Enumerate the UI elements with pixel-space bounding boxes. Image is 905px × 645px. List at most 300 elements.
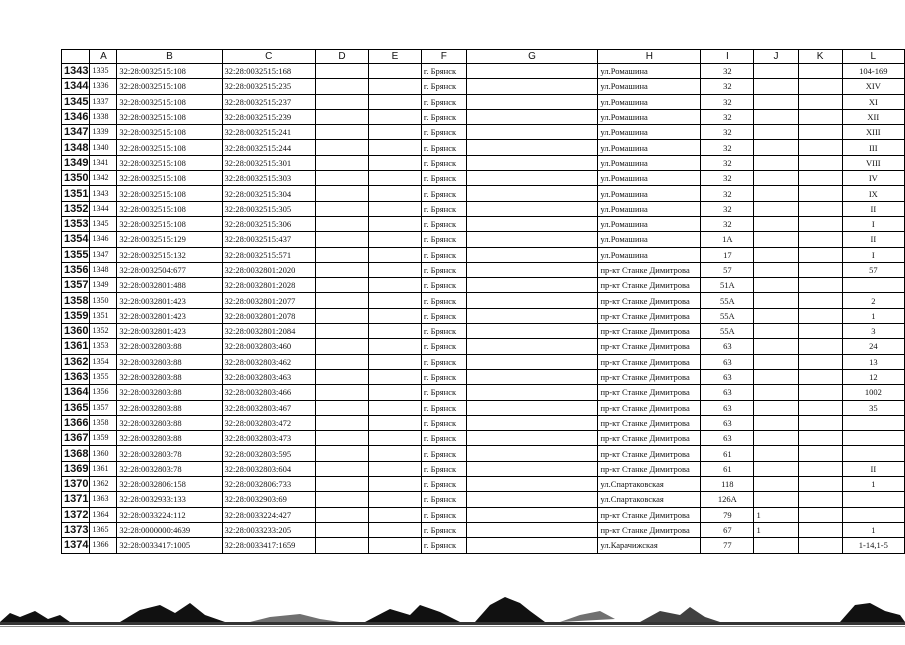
- cell-g[interactable]: [466, 262, 598, 277]
- cell-k[interactable]: [798, 324, 842, 339]
- cell-j[interactable]: [754, 477, 798, 492]
- cell-f[interactable]: г. Брянск: [421, 461, 466, 476]
- cell-d[interactable]: [316, 324, 369, 339]
- cell-f[interactable]: г. Брянск: [421, 324, 466, 339]
- cell-b[interactable]: 32:28:0032515:108: [117, 155, 222, 170]
- cell-h[interactable]: пр-кт Станке Димитрова: [598, 507, 701, 522]
- cell-l[interactable]: XI: [842, 94, 904, 109]
- cell-l[interactable]: 35: [842, 400, 904, 415]
- cell-c[interactable]: 32:28:0032515:237: [222, 94, 316, 109]
- cell-e[interactable]: [368, 446, 421, 461]
- cell-b[interactable]: 32:28:0032515:108: [117, 94, 222, 109]
- cell-a[interactable]: 1354: [90, 354, 117, 369]
- cell-j[interactable]: [754, 324, 798, 339]
- row-number[interactable]: 1363: [62, 369, 90, 384]
- cell-c[interactable]: 32:28:0032801:2084: [222, 324, 316, 339]
- cell-f[interactable]: г. Брянск: [421, 308, 466, 323]
- row-number[interactable]: 1346: [62, 109, 90, 124]
- cell-j[interactable]: [754, 247, 798, 262]
- cell-e[interactable]: [368, 400, 421, 415]
- cell-g[interactable]: [466, 201, 598, 216]
- cell-i[interactable]: 1А: [701, 232, 754, 247]
- cell-h[interactable]: ул.Ромашина: [598, 247, 701, 262]
- cell-h[interactable]: ул.Ромашина: [598, 79, 701, 94]
- cell-b[interactable]: 32:28:0032515:132: [117, 247, 222, 262]
- cell-b[interactable]: 32:28:0032515:108: [117, 216, 222, 231]
- cell-e[interactable]: [368, 232, 421, 247]
- cell-i[interactable]: 63: [701, 415, 754, 430]
- cell-l[interactable]: 3: [842, 324, 904, 339]
- cell-k[interactable]: [798, 64, 842, 79]
- cell-h[interactable]: пр-кт Станке Димитрова: [598, 278, 701, 293]
- cell-h[interactable]: пр-кт Станке Димитрова: [598, 522, 701, 537]
- cell-b[interactable]: 32:28:0032803:78: [117, 446, 222, 461]
- cell-h[interactable]: пр-кт Станке Димитрова: [598, 262, 701, 277]
- cell-l[interactable]: 13: [842, 354, 904, 369]
- cell-a[interactable]: 1342: [90, 171, 117, 186]
- cell-i[interactable]: 32: [701, 109, 754, 124]
- cell-c[interactable]: 32:28:0032803:473: [222, 431, 316, 446]
- cell-l[interactable]: VIII: [842, 155, 904, 170]
- cell-l[interactable]: 1-14,1-5: [842, 538, 904, 553]
- cell-c[interactable]: 32:28:0032803:462: [222, 354, 316, 369]
- cell-l[interactable]: II: [842, 232, 904, 247]
- cell-b[interactable]: 32:28:0032515:108: [117, 125, 222, 140]
- cell-g[interactable]: [466, 324, 598, 339]
- cell-a[interactable]: 1361: [90, 461, 117, 476]
- cell-b[interactable]: 32:28:0032803:88: [117, 400, 222, 415]
- cell-j[interactable]: 1: [754, 522, 798, 537]
- cell-a[interactable]: 1349: [90, 278, 117, 293]
- cell-h[interactable]: ул.Ромашина: [598, 171, 701, 186]
- cell-l[interactable]: [842, 446, 904, 461]
- cell-e[interactable]: [368, 369, 421, 384]
- row-number[interactable]: 1361: [62, 339, 90, 354]
- cell-j[interactable]: [754, 369, 798, 384]
- cell-j[interactable]: [754, 431, 798, 446]
- cell-j[interactable]: [754, 415, 798, 430]
- cell-c[interactable]: 32:28:0032801:2078: [222, 308, 316, 323]
- cell-j[interactable]: [754, 79, 798, 94]
- cell-g[interactable]: [466, 247, 598, 262]
- cell-e[interactable]: [368, 186, 421, 201]
- cell-e[interactable]: [368, 278, 421, 293]
- cell-i[interactable]: 63: [701, 354, 754, 369]
- cell-k[interactable]: [798, 155, 842, 170]
- cell-g[interactable]: [466, 369, 598, 384]
- cell-e[interactable]: [368, 507, 421, 522]
- cell-h[interactable]: ул.Ромашина: [598, 232, 701, 247]
- cell-g[interactable]: [466, 446, 598, 461]
- cell-e[interactable]: [368, 140, 421, 155]
- cell-g[interactable]: [466, 278, 598, 293]
- cell-j[interactable]: [754, 278, 798, 293]
- cell-a[interactable]: 1346: [90, 232, 117, 247]
- cell-b[interactable]: 32:28:0032515:108: [117, 64, 222, 79]
- cell-g[interactable]: [466, 461, 598, 476]
- row-number[interactable]: 1347: [62, 125, 90, 140]
- cell-d[interactable]: [316, 308, 369, 323]
- cell-l[interactable]: 1: [842, 477, 904, 492]
- cell-i[interactable]: 55А: [701, 324, 754, 339]
- cell-b[interactable]: 32:28:0032515:129: [117, 232, 222, 247]
- cell-j[interactable]: [754, 140, 798, 155]
- cell-c[interactable]: 32:28:0032515:244: [222, 140, 316, 155]
- cell-j[interactable]: [754, 308, 798, 323]
- cell-d[interactable]: [316, 400, 369, 415]
- cell-e[interactable]: [368, 431, 421, 446]
- cell-a[interactable]: 1355: [90, 369, 117, 384]
- cell-j[interactable]: 1: [754, 507, 798, 522]
- cell-i[interactable]: 32: [701, 216, 754, 231]
- cell-k[interactable]: [798, 232, 842, 247]
- cell-a[interactable]: 1343: [90, 186, 117, 201]
- cell-d[interactable]: [316, 522, 369, 537]
- cell-a[interactable]: 1362: [90, 477, 117, 492]
- cell-k[interactable]: [798, 109, 842, 124]
- cell-k[interactable]: [798, 461, 842, 476]
- cell-a[interactable]: 1365: [90, 522, 117, 537]
- cell-k[interactable]: [798, 354, 842, 369]
- cell-a[interactable]: 1341: [90, 155, 117, 170]
- cell-f[interactable]: г. Брянск: [421, 369, 466, 384]
- cell-c[interactable]: 32:28:0032515:304: [222, 186, 316, 201]
- cell-f[interactable]: г. Брянск: [421, 171, 466, 186]
- cell-j[interactable]: [754, 201, 798, 216]
- cell-f[interactable]: г. Брянск: [421, 262, 466, 277]
- cell-h[interactable]: пр-кт Станке Димитрова: [598, 431, 701, 446]
- row-number[interactable]: 1373: [62, 522, 90, 537]
- cell-f[interactable]: г. Брянск: [421, 400, 466, 415]
- cell-a[interactable]: 1357: [90, 400, 117, 415]
- cell-b[interactable]: 32:28:0032801:423: [117, 324, 222, 339]
- cell-i[interactable]: 57: [701, 262, 754, 277]
- row-number[interactable]: 1365: [62, 400, 90, 415]
- cell-a[interactable]: 1363: [90, 492, 117, 507]
- cell-j[interactable]: [754, 446, 798, 461]
- cell-c[interactable]: 32:28:0032801:2077: [222, 293, 316, 308]
- cell-c[interactable]: 32:28:0032515:168: [222, 64, 316, 79]
- cell-i[interactable]: 67: [701, 522, 754, 537]
- cell-h[interactable]: ул.Ромашина: [598, 94, 701, 109]
- cell-j[interactable]: [754, 94, 798, 109]
- cell-k[interactable]: [798, 247, 842, 262]
- cell-l[interactable]: [842, 431, 904, 446]
- cell-b[interactable]: 32:28:0032933:133: [117, 492, 222, 507]
- cell-g[interactable]: [466, 79, 598, 94]
- cell-h[interactable]: ул.Ромашина: [598, 201, 701, 216]
- cell-k[interactable]: [798, 477, 842, 492]
- cell-b[interactable]: 32:28:0032801:423: [117, 308, 222, 323]
- cell-j[interactable]: [754, 216, 798, 231]
- row-number[interactable]: 1348: [62, 140, 90, 155]
- cell-b[interactable]: 32:28:0032515:108: [117, 140, 222, 155]
- cell-k[interactable]: [798, 186, 842, 201]
- cell-h[interactable]: ул.Ромашина: [598, 216, 701, 231]
- cell-l[interactable]: XIV: [842, 79, 904, 94]
- cell-k[interactable]: [798, 201, 842, 216]
- row-number[interactable]: 1364: [62, 385, 90, 400]
- cell-f[interactable]: г. Брянск: [421, 538, 466, 553]
- cell-d[interactable]: [316, 79, 369, 94]
- cell-l[interactable]: IV: [842, 171, 904, 186]
- cell-b[interactable]: 32:28:0032515:108: [117, 109, 222, 124]
- cell-h[interactable]: ул.Ромашина: [598, 186, 701, 201]
- cell-b[interactable]: 32:28:0032504:677: [117, 262, 222, 277]
- cell-g[interactable]: [466, 94, 598, 109]
- cell-h[interactable]: пр-кт Станке Димитрова: [598, 369, 701, 384]
- row-number[interactable]: 1372: [62, 507, 90, 522]
- cell-d[interactable]: [316, 293, 369, 308]
- cell-g[interactable]: [466, 64, 598, 79]
- cell-i[interactable]: 63: [701, 400, 754, 415]
- row-number[interactable]: 1356: [62, 262, 90, 277]
- cell-j[interactable]: [754, 293, 798, 308]
- cell-b[interactable]: 32:28:0032515:108: [117, 186, 222, 201]
- cell-i[interactable]: 63: [701, 339, 754, 354]
- cell-h[interactable]: пр-кт Станке Димитрова: [598, 461, 701, 476]
- cell-d[interactable]: [316, 140, 369, 155]
- cell-c[interactable]: 32:28:0032803:460: [222, 339, 316, 354]
- cell-e[interactable]: [368, 339, 421, 354]
- cell-i[interactable]: 61: [701, 446, 754, 461]
- cell-k[interactable]: [798, 140, 842, 155]
- cell-c[interactable]: 32:28:0032515:239: [222, 109, 316, 124]
- cell-j[interactable]: [754, 171, 798, 186]
- cell-e[interactable]: [368, 201, 421, 216]
- cell-g[interactable]: [466, 293, 598, 308]
- cell-k[interactable]: [798, 538, 842, 553]
- cell-d[interactable]: [316, 64, 369, 79]
- cell-k[interactable]: [798, 522, 842, 537]
- cell-g[interactable]: [466, 140, 598, 155]
- cell-d[interactable]: [316, 232, 369, 247]
- row-number[interactable]: 1367: [62, 431, 90, 446]
- cell-c[interactable]: 32:28:0033233:205: [222, 522, 316, 537]
- column-header[interactable]: A: [90, 50, 117, 64]
- cell-e[interactable]: [368, 461, 421, 476]
- cell-a[interactable]: 1353: [90, 339, 117, 354]
- cell-k[interactable]: [798, 400, 842, 415]
- cell-l[interactable]: [842, 492, 904, 507]
- cell-k[interactable]: [798, 278, 842, 293]
- cell-k[interactable]: [798, 507, 842, 522]
- cell-l[interactable]: 1: [842, 522, 904, 537]
- row-number[interactable]: 1354: [62, 232, 90, 247]
- cell-e[interactable]: [368, 94, 421, 109]
- column-header[interactable]: G: [466, 50, 598, 64]
- cell-d[interactable]: [316, 339, 369, 354]
- cell-k[interactable]: [798, 385, 842, 400]
- cell-d[interactable]: [316, 262, 369, 277]
- cell-a[interactable]: 1351: [90, 308, 117, 323]
- cell-i[interactable]: 32: [701, 94, 754, 109]
- cell-c[interactable]: 32:28:0032515:241: [222, 125, 316, 140]
- cell-f[interactable]: г. Брянск: [421, 140, 466, 155]
- cell-e[interactable]: [368, 262, 421, 277]
- cell-d[interactable]: [316, 369, 369, 384]
- row-number[interactable]: 1349: [62, 155, 90, 170]
- cell-a[interactable]: 1337: [90, 94, 117, 109]
- cell-b[interactable]: 32:28:0000000:4639: [117, 522, 222, 537]
- cell-l[interactable]: 24: [842, 339, 904, 354]
- cell-f[interactable]: г. Брянск: [421, 415, 466, 430]
- column-header[interactable]: F: [421, 50, 466, 64]
- cell-k[interactable]: [798, 94, 842, 109]
- row-number[interactable]: 1350: [62, 171, 90, 186]
- cell-a[interactable]: 1347: [90, 247, 117, 262]
- cell-l[interactable]: [842, 415, 904, 430]
- cell-f[interactable]: г. Брянск: [421, 446, 466, 461]
- cell-i[interactable]: 17: [701, 247, 754, 262]
- cell-f[interactable]: г. Брянск: [421, 507, 466, 522]
- cell-f[interactable]: г. Брянск: [421, 339, 466, 354]
- cell-l[interactable]: 1002: [842, 385, 904, 400]
- row-number[interactable]: 1345: [62, 94, 90, 109]
- cell-g[interactable]: [466, 155, 598, 170]
- cell-h[interactable]: ул.Ромашина: [598, 140, 701, 155]
- cell-e[interactable]: [368, 415, 421, 430]
- cell-d[interactable]: [316, 431, 369, 446]
- cell-k[interactable]: [798, 293, 842, 308]
- cell-i[interactable]: 55А: [701, 293, 754, 308]
- cell-d[interactable]: [316, 415, 369, 430]
- row-number[interactable]: 1353: [62, 216, 90, 231]
- cell-c[interactable]: 32:28:0032801:2028: [222, 278, 316, 293]
- cell-d[interactable]: [316, 94, 369, 109]
- cell-i[interactable]: 32: [701, 171, 754, 186]
- cell-e[interactable]: [368, 79, 421, 94]
- cell-d[interactable]: [316, 186, 369, 201]
- cell-d[interactable]: [316, 492, 369, 507]
- cell-f[interactable]: г. Брянск: [421, 247, 466, 262]
- cell-k[interactable]: [798, 125, 842, 140]
- cell-j[interactable]: [754, 109, 798, 124]
- cell-h[interactable]: ул.Карачижская: [598, 538, 701, 553]
- cell-g[interactable]: [466, 216, 598, 231]
- cell-b[interactable]: 32:28:0032515:108: [117, 201, 222, 216]
- cell-f[interactable]: г. Брянск: [421, 186, 466, 201]
- cell-g[interactable]: [466, 415, 598, 430]
- cell-b[interactable]: 32:28:0032803:88: [117, 339, 222, 354]
- cell-a[interactable]: 1360: [90, 446, 117, 461]
- cell-c[interactable]: 32:28:0032803:463: [222, 369, 316, 384]
- cell-a[interactable]: 1359: [90, 431, 117, 446]
- column-header[interactable]: K: [798, 50, 842, 64]
- cell-i[interactable]: 32: [701, 125, 754, 140]
- cell-h[interactable]: пр-кт Станке Димитрова: [598, 415, 701, 430]
- cell-c[interactable]: 32:28:0032515:437: [222, 232, 316, 247]
- cell-h[interactable]: ул.Спартаковская: [598, 477, 701, 492]
- cell-d[interactable]: [316, 477, 369, 492]
- cell-l[interactable]: 2: [842, 293, 904, 308]
- cell-h[interactable]: ул.Ромашина: [598, 125, 701, 140]
- cell-i[interactable]: 32: [701, 64, 754, 79]
- cell-f[interactable]: г. Брянск: [421, 201, 466, 216]
- cell-l[interactable]: I: [842, 247, 904, 262]
- cell-c[interactable]: 32:28:0032803:467: [222, 400, 316, 415]
- cell-g[interactable]: [466, 109, 598, 124]
- cell-d[interactable]: [316, 278, 369, 293]
- cell-e[interactable]: [368, 538, 421, 553]
- cell-f[interactable]: г. Брянск: [421, 94, 466, 109]
- cell-i[interactable]: 55А: [701, 308, 754, 323]
- cell-l[interactable]: 12: [842, 369, 904, 384]
- cell-b[interactable]: 32:28:0032803:88: [117, 431, 222, 446]
- cell-g[interactable]: [466, 538, 598, 553]
- cell-l[interactable]: IX: [842, 186, 904, 201]
- column-header[interactable]: L: [842, 50, 904, 64]
- cell-c[interactable]: 32:28:0032903:69: [222, 492, 316, 507]
- cell-a[interactable]: 1345: [90, 216, 117, 231]
- cell-e[interactable]: [368, 492, 421, 507]
- column-header[interactable]: H: [598, 50, 701, 64]
- cell-k[interactable]: [798, 446, 842, 461]
- cell-g[interactable]: [466, 186, 598, 201]
- row-number[interactable]: 1360: [62, 324, 90, 339]
- cell-f[interactable]: г. Брянск: [421, 155, 466, 170]
- cell-j[interactable]: [754, 538, 798, 553]
- cell-j[interactable]: [754, 339, 798, 354]
- cell-k[interactable]: [798, 262, 842, 277]
- cell-g[interactable]: [466, 339, 598, 354]
- cell-e[interactable]: [368, 216, 421, 231]
- cell-b[interactable]: 32:28:0033417:1005: [117, 538, 222, 553]
- cell-h[interactable]: пр-кт Станке Димитрова: [598, 339, 701, 354]
- cell-d[interactable]: [316, 125, 369, 140]
- cell-j[interactable]: [754, 492, 798, 507]
- cell-d[interactable]: [316, 446, 369, 461]
- cell-d[interactable]: [316, 538, 369, 553]
- cell-j[interactable]: [754, 354, 798, 369]
- row-number[interactable]: 1359: [62, 308, 90, 323]
- cell-i[interactable]: 32: [701, 79, 754, 94]
- cell-a[interactable]: 1336: [90, 79, 117, 94]
- cell-e[interactable]: [368, 171, 421, 186]
- cell-h[interactable]: ул.Спартаковская: [598, 492, 701, 507]
- cell-c[interactable]: 32:28:0032515:306: [222, 216, 316, 231]
- cell-h[interactable]: ул.Ромашина: [598, 64, 701, 79]
- cell-b[interactable]: 32:28:0032803:88: [117, 415, 222, 430]
- row-number[interactable]: 1344: [62, 79, 90, 94]
- cell-b[interactable]: 32:28:0032801:488: [117, 278, 222, 293]
- cell-e[interactable]: [368, 109, 421, 124]
- cell-h[interactable]: пр-кт Станке Димитрова: [598, 446, 701, 461]
- cell-f[interactable]: г. Брянск: [421, 492, 466, 507]
- cell-c[interactable]: 32:28:0032515:301: [222, 155, 316, 170]
- row-number[interactable]: 1369: [62, 461, 90, 476]
- cell-i[interactable]: 51А: [701, 278, 754, 293]
- cell-h[interactable]: ул.Ромашина: [598, 109, 701, 124]
- cell-a[interactable]: 1348: [90, 262, 117, 277]
- cell-f[interactable]: г. Брянск: [421, 109, 466, 124]
- cell-i[interactable]: 61: [701, 461, 754, 476]
- cell-l[interactable]: III: [842, 140, 904, 155]
- cell-d[interactable]: [316, 109, 369, 124]
- cell-a[interactable]: 1358: [90, 415, 117, 430]
- cell-f[interactable]: г. Брянск: [421, 354, 466, 369]
- cell-a[interactable]: 1344: [90, 201, 117, 216]
- cell-j[interactable]: [754, 385, 798, 400]
- cell-g[interactable]: [466, 385, 598, 400]
- cell-l[interactable]: 57: [842, 262, 904, 277]
- cell-i[interactable]: 63: [701, 369, 754, 384]
- cell-d[interactable]: [316, 507, 369, 522]
- cell-c[interactable]: 32:28:0032515:305: [222, 201, 316, 216]
- cell-e[interactable]: [368, 125, 421, 140]
- cell-a[interactable]: 1350: [90, 293, 117, 308]
- cell-f[interactable]: г. Брянск: [421, 477, 466, 492]
